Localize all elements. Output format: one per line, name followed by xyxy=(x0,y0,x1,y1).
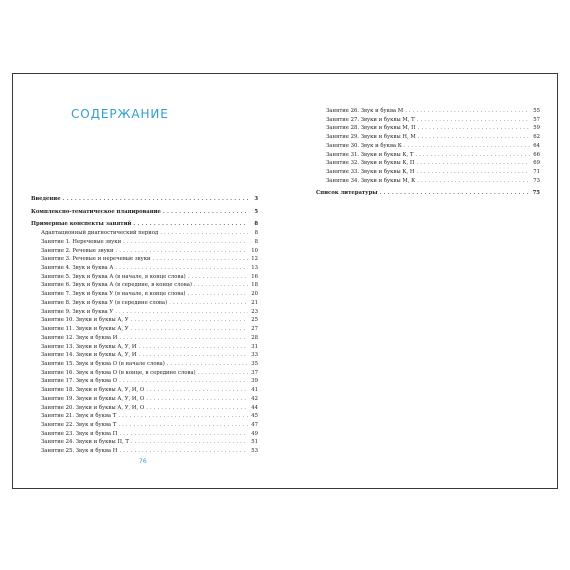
toc-entry-page: 35 xyxy=(251,360,258,367)
toc-list-left xyxy=(31,195,258,456)
toc-leader-dots xyxy=(416,159,530,168)
toc-entry xyxy=(31,377,258,386)
toc-entry-label: Занятие 34. Звуки и буквы М, К xyxy=(326,177,416,184)
toc-entry xyxy=(316,168,540,177)
toc-entry-label: Занятие 3. Речевые и неречевые звуки xyxy=(41,256,151,263)
right-page xyxy=(286,74,559,488)
toc-entry xyxy=(316,133,540,142)
toc-entry-page: 41 xyxy=(251,387,258,394)
toc-entry xyxy=(31,281,258,290)
toc-entry xyxy=(31,404,258,413)
toc-entry xyxy=(31,264,258,273)
toc-entry xyxy=(31,208,258,217)
toc-entry-page: 21 xyxy=(251,299,258,306)
toc-entry xyxy=(31,395,258,404)
toc-leader-dots xyxy=(188,290,248,299)
toc-entry-page: 75 xyxy=(532,190,540,197)
left-page xyxy=(13,74,286,488)
toc-entry xyxy=(31,334,258,343)
toc-entry-label: Занятие 21. Звук и буква Т xyxy=(41,413,117,420)
toc-entry-label: Занятие 13. Звуки и буквы А, У, И xyxy=(41,343,137,350)
toc-entry xyxy=(31,386,258,395)
toc-entry-label: Примерные конспекты занятий xyxy=(31,221,132,228)
book-spread xyxy=(12,73,558,489)
toc-entry xyxy=(31,421,258,430)
toc-entry-page: 8 xyxy=(254,238,258,245)
toc-entry-page: 13 xyxy=(251,265,258,272)
toc-leader-dots xyxy=(63,195,248,204)
toc-entry-page: 28 xyxy=(251,334,258,341)
toc-leader-dots xyxy=(131,438,248,447)
toc-entry-label: Занятие 9. Звук и буква У xyxy=(41,308,114,315)
toc-entry-label: Занятие 23. Звук и буква П xyxy=(41,430,118,437)
toc-entry-page: 8 xyxy=(254,230,258,237)
toc-leader-dots xyxy=(118,421,248,430)
toc-entry-page: 57 xyxy=(533,116,540,123)
toc-leader-dots xyxy=(169,299,248,308)
toc-entry-label: Занятие 14. Звуки и буквы А, У, И xyxy=(41,352,137,359)
toc-entry-label: Занятие 8. Звук и буква У (в середине слова) xyxy=(41,299,168,306)
toc-entry xyxy=(31,343,258,352)
toc-entry-label: Занятие 30. Звук и буква К xyxy=(326,142,402,149)
toc-entry xyxy=(31,438,258,447)
toc-leader-dots xyxy=(146,404,248,413)
toc-entry-page: 62 xyxy=(533,134,540,141)
toc-entry-label: Занятие 18. Звуки и буквы А, У, И, О xyxy=(41,387,145,394)
toc-leader-dots xyxy=(131,325,248,334)
toc-entry-page: 42 xyxy=(251,395,258,402)
toc-entry-label: Занятие 29. Звуки и буквы Н, М xyxy=(326,134,416,141)
toc-entry-page: 37 xyxy=(251,369,258,376)
toc-entry-label: Занятие 27. Звуки и буквы М, Т xyxy=(326,116,415,123)
toc-entry-label: Занятие 15. Звук и буква О (в начале слова) xyxy=(41,360,165,367)
toc-leader-dots xyxy=(418,133,530,142)
toc-entry-page: 23 xyxy=(251,308,258,315)
toc-entry-label: Занятие 12. Звук и буква И xyxy=(41,334,118,341)
toc-entry-page: 73 xyxy=(533,177,540,184)
toc-leader-dots xyxy=(146,395,248,404)
toc-leader-dots xyxy=(418,124,530,133)
toc-entry xyxy=(31,369,258,378)
toc-entry xyxy=(31,430,258,439)
toc-leader-dots xyxy=(194,281,248,290)
toc-leader-dots xyxy=(167,360,248,369)
toc-entry xyxy=(31,299,258,308)
toc-entry-label: Занятие 6. Звук и буква А (в середине, в конце слова) xyxy=(41,282,192,289)
toc-entry xyxy=(31,220,258,229)
toc-entry-page: 47 xyxy=(251,421,258,428)
toc-leader-dots xyxy=(119,430,248,439)
toc-entry-label: Занятие 17. Звук и буква О xyxy=(41,378,118,385)
toc-entry-label: Занятие 4. Звук и буква А xyxy=(41,265,114,272)
toc-entry xyxy=(31,351,258,360)
toc-entry-page: 5 xyxy=(254,208,258,215)
toc-list-right xyxy=(316,107,540,198)
toc-entry xyxy=(316,107,540,116)
toc-entry-page: 12 xyxy=(251,256,258,263)
toc-entry xyxy=(316,177,540,186)
toc-leader-dots xyxy=(119,377,248,386)
toc-entry-page: 20 xyxy=(251,291,258,298)
toc-leader-dots xyxy=(415,151,530,160)
toc-entry-page: 3 xyxy=(254,196,258,202)
toc-entry-page: 27 xyxy=(251,326,258,333)
toc-entry-label: Занятие 31. Звуки и буквы К, Т xyxy=(326,151,414,158)
toc-entry xyxy=(31,447,258,456)
toc-entry xyxy=(31,360,258,369)
toc-entry-page: 53 xyxy=(251,448,258,455)
toc-entry-label: Занятие 19. Звуки и буквы А, У, И, О xyxy=(41,395,145,402)
toc-leader-dots xyxy=(118,412,248,421)
toc-entry-label: Занятие 1. Неречевые звуки xyxy=(41,238,122,245)
toc-entry-page: 69 xyxy=(533,160,540,167)
toc-entry-page: 18 xyxy=(251,282,258,289)
toc-leader-dots xyxy=(115,264,248,273)
toc-leader-dots xyxy=(116,247,248,256)
toc-entry xyxy=(31,308,258,317)
toc-leader-dots xyxy=(160,229,248,238)
toc-leader-dots xyxy=(131,316,248,325)
toc-entry-page: 45 xyxy=(251,413,258,420)
toc-entry-page: 44 xyxy=(251,404,258,411)
toc-entry-label: Введение xyxy=(31,196,61,202)
toc-leader-dots xyxy=(133,220,248,229)
toc-entry xyxy=(31,247,258,256)
toc-leader-dots xyxy=(153,255,248,264)
toc-entry-page: 71 xyxy=(533,169,540,176)
toc-entry-page: 25 xyxy=(251,317,258,324)
toc-entry-label: Комплексно-тематическое планирование xyxy=(31,208,161,215)
toc-entry-label: Занятие 26. Звук и буква М xyxy=(326,108,404,114)
toc-entry-page: 33 xyxy=(251,352,258,359)
toc-entry-label: Занятие 11. Звуки и буквы А, У xyxy=(41,326,129,333)
toc-entry-label: Занятие 33. Звуки и буквы К, Н xyxy=(326,169,415,176)
toc-entry xyxy=(316,142,540,151)
toc-leader-dots xyxy=(198,369,248,378)
toc-entry xyxy=(31,273,258,282)
toc-entry xyxy=(31,195,258,204)
toc-entry-label: Занятие 24. Звуки и буквы П, Т xyxy=(41,439,129,446)
toc-leader-dots xyxy=(404,142,530,151)
toc-leader-dots xyxy=(405,107,530,116)
page-title: СОДЕРЖАНИЕ xyxy=(71,107,169,121)
toc-entry-page: 31 xyxy=(251,343,258,350)
toc-entry-label: Занятие 25. Звук и буква Н xyxy=(41,448,118,455)
toc-entry-label: Список литературы xyxy=(316,190,378,197)
toc-leader-dots xyxy=(380,189,530,198)
toc-leader-dots xyxy=(119,447,248,456)
toc-entry-page: 49 xyxy=(251,430,258,437)
toc-entry-page: 8 xyxy=(254,221,258,228)
toc-entry-label: Занятие 22. Звук и буква Т xyxy=(41,421,117,428)
toc-entry-label: Занятие 16. Звук и буква О (в конце, в середине слова) xyxy=(41,369,196,376)
toc-entry-page: 10 xyxy=(251,247,258,254)
toc-entry-label: Занятие 32. Звуки и буквы К, П xyxy=(326,160,415,167)
toc-entry xyxy=(316,124,540,133)
toc-entry xyxy=(31,325,258,334)
toc-entry-page: 59 xyxy=(533,125,540,132)
toc-entry-label: Адаптационный диагностический период xyxy=(41,230,159,237)
toc-leader-dots xyxy=(139,351,248,360)
toc-leader-dots xyxy=(119,334,248,343)
toc-entry xyxy=(316,116,540,125)
toc-entry-page: 55 xyxy=(533,108,540,114)
toc-entry-label: Занятие 7. Звук и буква У (в начале, в конце слова) xyxy=(41,291,186,298)
toc-leader-dots xyxy=(115,308,248,317)
toc-leader-dots xyxy=(139,343,248,352)
toc-leader-dots xyxy=(123,238,248,247)
toc-entry-page: 16 xyxy=(251,273,258,280)
toc-entry-label: Занятие 5. Звук и буква А (в начале, в конце слова) xyxy=(41,273,186,280)
toc-entry xyxy=(31,412,258,421)
toc-entry-page: 39 xyxy=(251,378,258,385)
toc-entry xyxy=(31,255,258,264)
toc-entry xyxy=(31,316,258,325)
toc-leader-dots xyxy=(417,116,530,125)
toc-leader-dots xyxy=(417,177,530,186)
toc-leader-dots xyxy=(416,168,530,177)
toc-entry-page: 51 xyxy=(251,439,258,446)
toc-leader-dots xyxy=(163,208,248,217)
toc-entry-label: Занятие 20. Звуки и буквы А, У, И, О xyxy=(41,404,145,411)
toc-entry-page: 66 xyxy=(533,151,540,158)
toc-entry xyxy=(316,189,540,198)
toc-entry-page: 64 xyxy=(533,142,540,149)
toc-entry xyxy=(316,159,540,168)
page-number: 76 xyxy=(139,458,147,465)
toc-leader-dots xyxy=(188,273,248,282)
toc-entry xyxy=(31,290,258,299)
toc-entry-label: Занятие 10. Звуки и буквы А, У xyxy=(41,317,129,324)
toc-entry-label: Занятие 2. Речевые звуки xyxy=(41,247,114,254)
toc-leader-dots xyxy=(146,386,248,395)
toc-entry xyxy=(31,229,258,238)
toc-entry-label: Занятие 28. Звуки и буквы М, П xyxy=(326,125,416,132)
toc-entry xyxy=(31,238,258,247)
toc-entry xyxy=(316,151,540,160)
